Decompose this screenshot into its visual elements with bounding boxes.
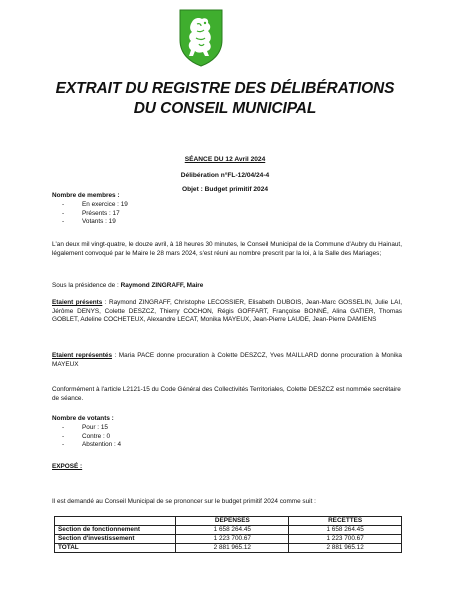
intro-paragraph: L'an deux mil vingt-quatre, le douze avril, à 18 heures 30 minutes, le Conseil Municipal de la Commune d'Aubry du Hainaut, légalement convoqué par le Maire le 28 mars 2024, s'est réuni au nombre prescrit par la loi, à la Salle des Mariages; <box>52 241 402 257</box>
request-paragraph: Il est demandé au Conseil Municipal de se prononcer sur le budget primitif 2024 comme suit : <box>52 498 316 505</box>
row-label: TOTAL <box>55 544 176 553</box>
lion-coat-of-arms-icon <box>178 8 224 68</box>
present-label: Etaient présents <box>52 299 103 306</box>
deliberation-subject: Objet : Budget primitif 2024 <box>181 186 269 193</box>
votes-heading: Nombre de votants : <box>52 415 114 422</box>
row-label: Section d'investissement <box>55 535 176 544</box>
members-heading: Nombre de membres : <box>52 192 120 199</box>
recettes-cell: 2 881 965.12 <box>289 544 402 553</box>
table-row <box>55 535 402 544</box>
table-header-cell: RECETTES <box>289 517 402 526</box>
table-header-row <box>55 517 402 526</box>
list-item: - Abstention : 4 <box>62 441 122 449</box>
recettes-cell: 1 223 700.67 <box>289 535 402 544</box>
list-item: - En exercice : 19 <box>62 201 128 208</box>
document-title-line1: EXTRAIT DU REGISTRE DES DÉLIBÉRATIONS <box>55 80 395 97</box>
represented-label: Etaient représentés <box>52 352 113 359</box>
document-title-line2: DU CONSEIL MUNICIPAL <box>133 100 317 117</box>
expose-heading: EXPOSÉ : <box>52 463 83 470</box>
depenses-cell: 1 658 264.45 <box>176 526 289 535</box>
deliberation-number: Délibération n°FL-12/04/24-4 <box>180 172 270 179</box>
table-row <box>55 544 402 553</box>
list-item: - Pour : 15 <box>62 424 108 431</box>
session-date: SÉANCE DU 12 Avril 2024 <box>184 156 266 163</box>
table-row <box>55 526 402 535</box>
members-list <box>62 201 128 227</box>
depenses-cell: 2 881 965.12 <box>176 544 289 553</box>
table-header-cell: DEPENSES <box>176 517 289 526</box>
represented-members-paragraph: Etaient représentés : Maria PACE donne procuration à Colette DESZCZ, Yves MAILLARD donne procuration à Monika MAYEUX <box>52 352 402 368</box>
votes-list <box>62 424 121 450</box>
recettes-cell: 1 658 264.45 <box>289 526 402 535</box>
secretary-paragraph: Conformément à l'article L2121-15 du Code Général des Collectivités Territoriales, Colette DESZCZ est nommée secrétaire de séance. <box>52 386 401 402</box>
presidency-line: Sous la présidence de : Raymond ZINGRAFF, Maire <box>52 282 204 289</box>
row-label: Section de fonctionnement <box>55 526 176 535</box>
present-members-paragraph: Etaient présents : Raymond ZINGRAFF, Christophe LECOSSIER, Elisabeth DUBOIS, Jean-Marc GOSSELIN, Julie LAI, Jérôme DENYS, Colette DESZCZ, Thierry COCHON, Régis GOFFART, Françoise BONNÉ, Alina GATIER, Thomas GOBLET, Adeline COCHETEUX, Alexandre LECAT, Monika MAYEUX, Jean-Pierre LAUDE, Jean-Pierre DAMIENS <box>52 299 402 324</box>
table-header-cell <box>55 517 176 526</box>
list-item: - Contre : 0 <box>62 432 111 440</box>
list-item: - Présents : 17 <box>62 209 120 217</box>
list-item: - Votants : 19 <box>62 218 116 226</box>
budget-table <box>54 516 402 553</box>
depenses-cell: 1 223 700.67 <box>176 535 289 544</box>
